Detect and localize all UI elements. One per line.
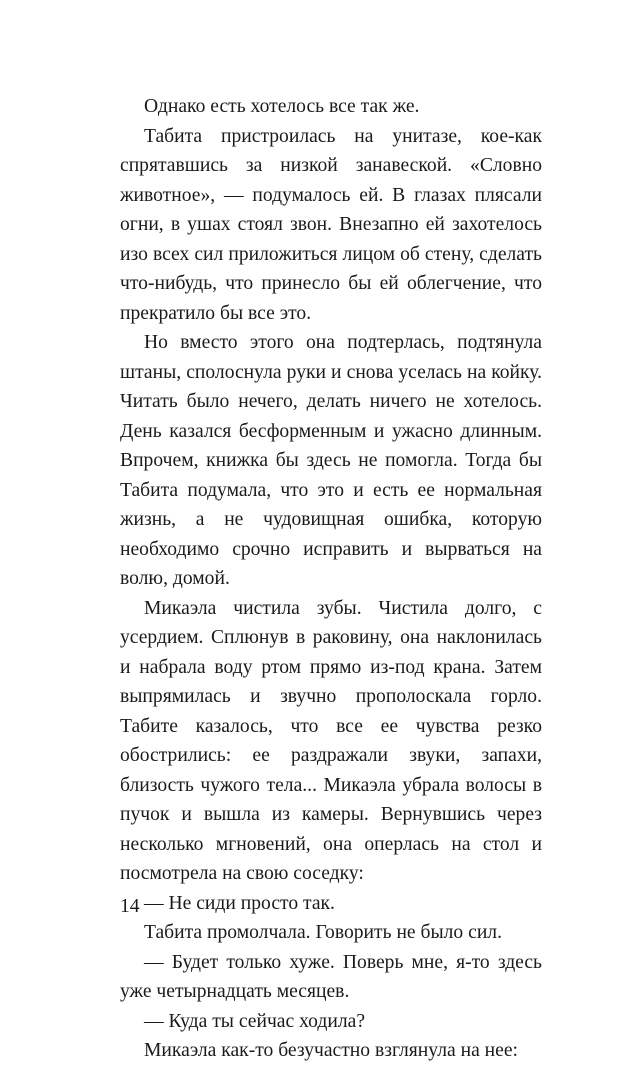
dialogue-line: — Куда ты сейчас ходила? xyxy=(144,1010,366,1032)
dialogue-line: — Не сиди просто так. xyxy=(144,892,335,914)
dialogue-line: — Будет только хуже. Поверь мне, я-то здесь уже четырнадцать месяцев. xyxy=(120,951,542,1002)
paragraph: Табита пристроилась на унитазе, кое-как спрятавшись за низкой занавеской. «Словно животное», — подумалось ей. В глазах плясали огни, в ушах стоял звон. Внезапно ей захотелось изо всех сил приложиться лицом об стену, сделать что-нибудь, что принесло бы ей облегчение, что прекратило бы все это. xyxy=(120,125,542,324)
paragraph: Табита промолчала. Говорить не было сил. xyxy=(144,922,502,943)
page-text xyxy=(120,92,542,1066)
page-number: 14 xyxy=(120,896,140,917)
paragraph: Микаэла как-то безучастно взглянула на нее: xyxy=(144,1040,519,1061)
paragraph: Однако есть хотелось все так же. xyxy=(144,96,420,117)
paragraph: Но вместо этого она подтерлась, подтянула штаны, сполоснула руки и снова уселась на койку. Читать было нечего, делать ничего не хотелось. День казался бесформенным и ужасно длинным. Впрочем, книжка бы здесь не помогла. Тогда бы Табита подумала, что это и есть ее нормальная жизнь, а не чудовищная ошибка, которую необходимо срочно исправить и вырваться на волю, домой. xyxy=(120,332,542,589)
paragraph: Микаэла чистила зубы. Чистила долго, с усердием. Сплюнув в раковину, она наклонилась и набрала воду ртом прямо из-под крана. Затем выпрямилась и звучно прополоскала горло. Табите казалось, что все ее чувства резко обострились: ее раздражали звуки, запахи, близость чужого тела... Микаэла убрала волосы в пучок и вышла из камеры. Вернувшись через несколько мгновений, она оперлась на стол и посмотрела на свою соседку: xyxy=(120,597,542,884)
